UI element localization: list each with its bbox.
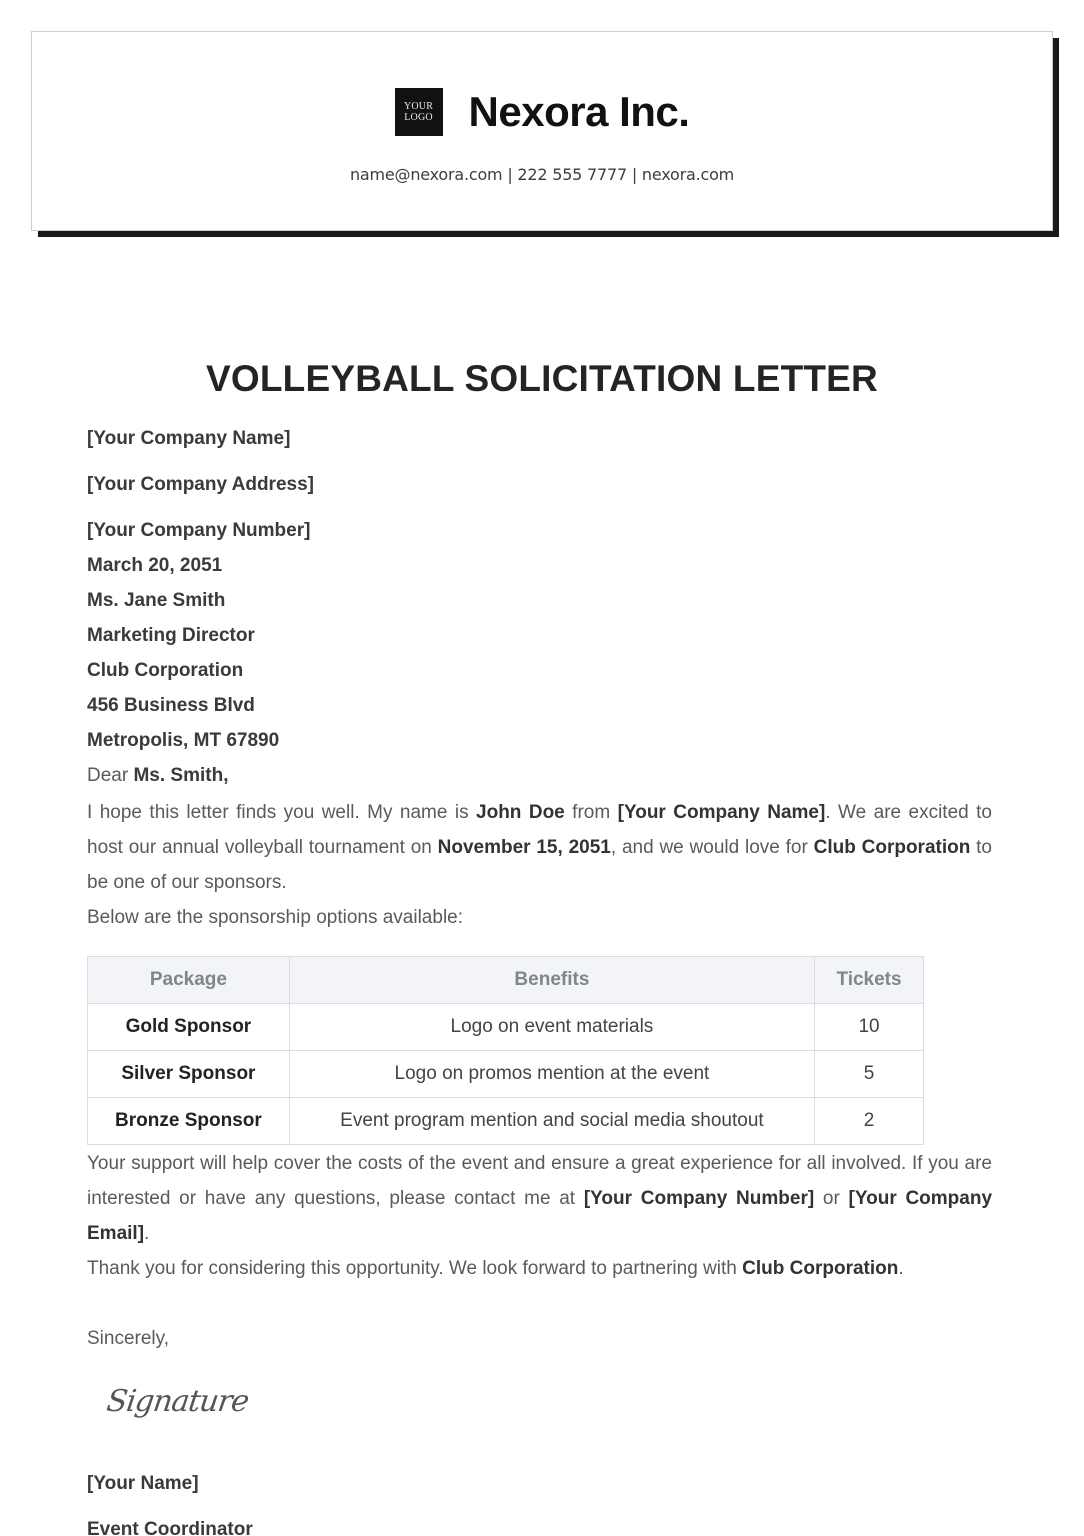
recipient-street: 456 Business Blvd bbox=[87, 695, 255, 716]
document-title: VOLLEYBALL SOLICITATION LETTER bbox=[206, 358, 878, 399]
thanks-recipient-company: Club Corporation bbox=[742, 1258, 899, 1279]
sender-company-number: [Your Company Number] bbox=[87, 520, 311, 541]
salutation bbox=[87, 764, 228, 788]
thanks-paragraph bbox=[87, 1251, 992, 1286]
package-cell: Silver Sponsor bbox=[88, 1051, 290, 1098]
support-text-2: or bbox=[814, 1188, 849, 1209]
salutation-name: Ms. Smith bbox=[133, 765, 224, 786]
brand-row bbox=[32, 88, 1052, 136]
support-paragraph bbox=[87, 1146, 992, 1251]
company-logo bbox=[395, 88, 443, 136]
contact-info: name@nexora.com | 222 555 7777 | nexora.com bbox=[349, 165, 735, 184]
column-header-package: Package bbox=[88, 957, 290, 1004]
logo-text-line1: YOUR bbox=[403, 101, 434, 112]
thanks-text-2: . bbox=[898, 1258, 904, 1279]
benefits-cell: Logo on promos mention at the event bbox=[289, 1051, 814, 1098]
salutation-prefix: Dear bbox=[87, 765, 134, 786]
event-date: November 15, 2051 bbox=[437, 837, 611, 858]
contact-number-placeholder: [Your Company Number] bbox=[583, 1188, 815, 1209]
intro-text-2: from bbox=[564, 802, 618, 823]
sender-company-name: [Your Company Name] bbox=[87, 428, 291, 449]
intro-text-3: . We are excited to host our annual volleyball tournament on bbox=[87, 802, 992, 858]
sender-person-name: John Doe bbox=[476, 802, 565, 823]
intro-recipient-company: Club Corporation bbox=[813, 837, 971, 858]
intro-text-5: to be one of our sponsors. bbox=[87, 837, 992, 893]
letterhead bbox=[31, 31, 1053, 231]
recipient-company: Club Corporation bbox=[87, 660, 244, 681]
support-text-3: . bbox=[144, 1223, 150, 1244]
table-row bbox=[88, 1098, 924, 1145]
recipient-city-state-zip: Metropolis, MT 67890 bbox=[87, 730, 280, 751]
benefits-cell: Event program mention and social media shoutout bbox=[289, 1098, 814, 1145]
table-header-row bbox=[88, 957, 924, 1004]
intro-company-name: [Your Company Name] bbox=[617, 802, 826, 823]
support-text-1: Your support will help cover the costs of the event and ensure a great experience for all involved. If you are interested or have any questions, please contact me at bbox=[87, 1153, 992, 1209]
signer-name: [Your Name] bbox=[87, 1473, 199, 1494]
logo-text-line2: LOGO bbox=[404, 112, 433, 123]
contact-email-placeholder: [Your Company Email] bbox=[87, 1188, 993, 1244]
table-row bbox=[88, 1004, 924, 1051]
signature: Signature bbox=[104, 1384, 251, 1419]
signer-title: Event Coordinator bbox=[87, 1519, 253, 1536]
recipient-title: Marketing Director bbox=[87, 625, 255, 646]
company-name: Nexora Inc. bbox=[468, 88, 690, 135]
options-intro: Below are the sponsorship options available: bbox=[87, 907, 464, 928]
intro-text-1: I hope this letter finds you well. My name is bbox=[87, 802, 477, 823]
benefits-cell: Logo on event materials bbox=[289, 1004, 814, 1051]
recipient-name: Ms. Jane Smith bbox=[87, 590, 226, 611]
column-header-benefits: Benefits bbox=[289, 957, 814, 1004]
sender-company-address: [Your Company Address] bbox=[87, 474, 314, 495]
column-header-tickets: Tickets bbox=[815, 957, 924, 1004]
package-cell: Bronze Sponsor bbox=[88, 1098, 290, 1145]
salutation-suffix: , bbox=[223, 765, 229, 786]
sponsorship-table bbox=[87, 956, 924, 1145]
thanks-text-1: Thank you for considering this opportunity. We look forward to partnering with bbox=[87, 1258, 743, 1279]
intro-text-4: , and we would love for bbox=[610, 837, 814, 858]
closing: Sincerely, bbox=[87, 1328, 170, 1349]
tickets-cell: 2 bbox=[815, 1098, 924, 1145]
tickets-cell: 10 bbox=[815, 1004, 924, 1051]
package-cell: Gold Sponsor bbox=[88, 1004, 290, 1051]
letter-date: March 20, 2051 bbox=[87, 555, 223, 576]
intro-paragraph bbox=[87, 795, 992, 900]
tickets-cell: 5 bbox=[815, 1051, 924, 1098]
table-row bbox=[88, 1051, 924, 1098]
